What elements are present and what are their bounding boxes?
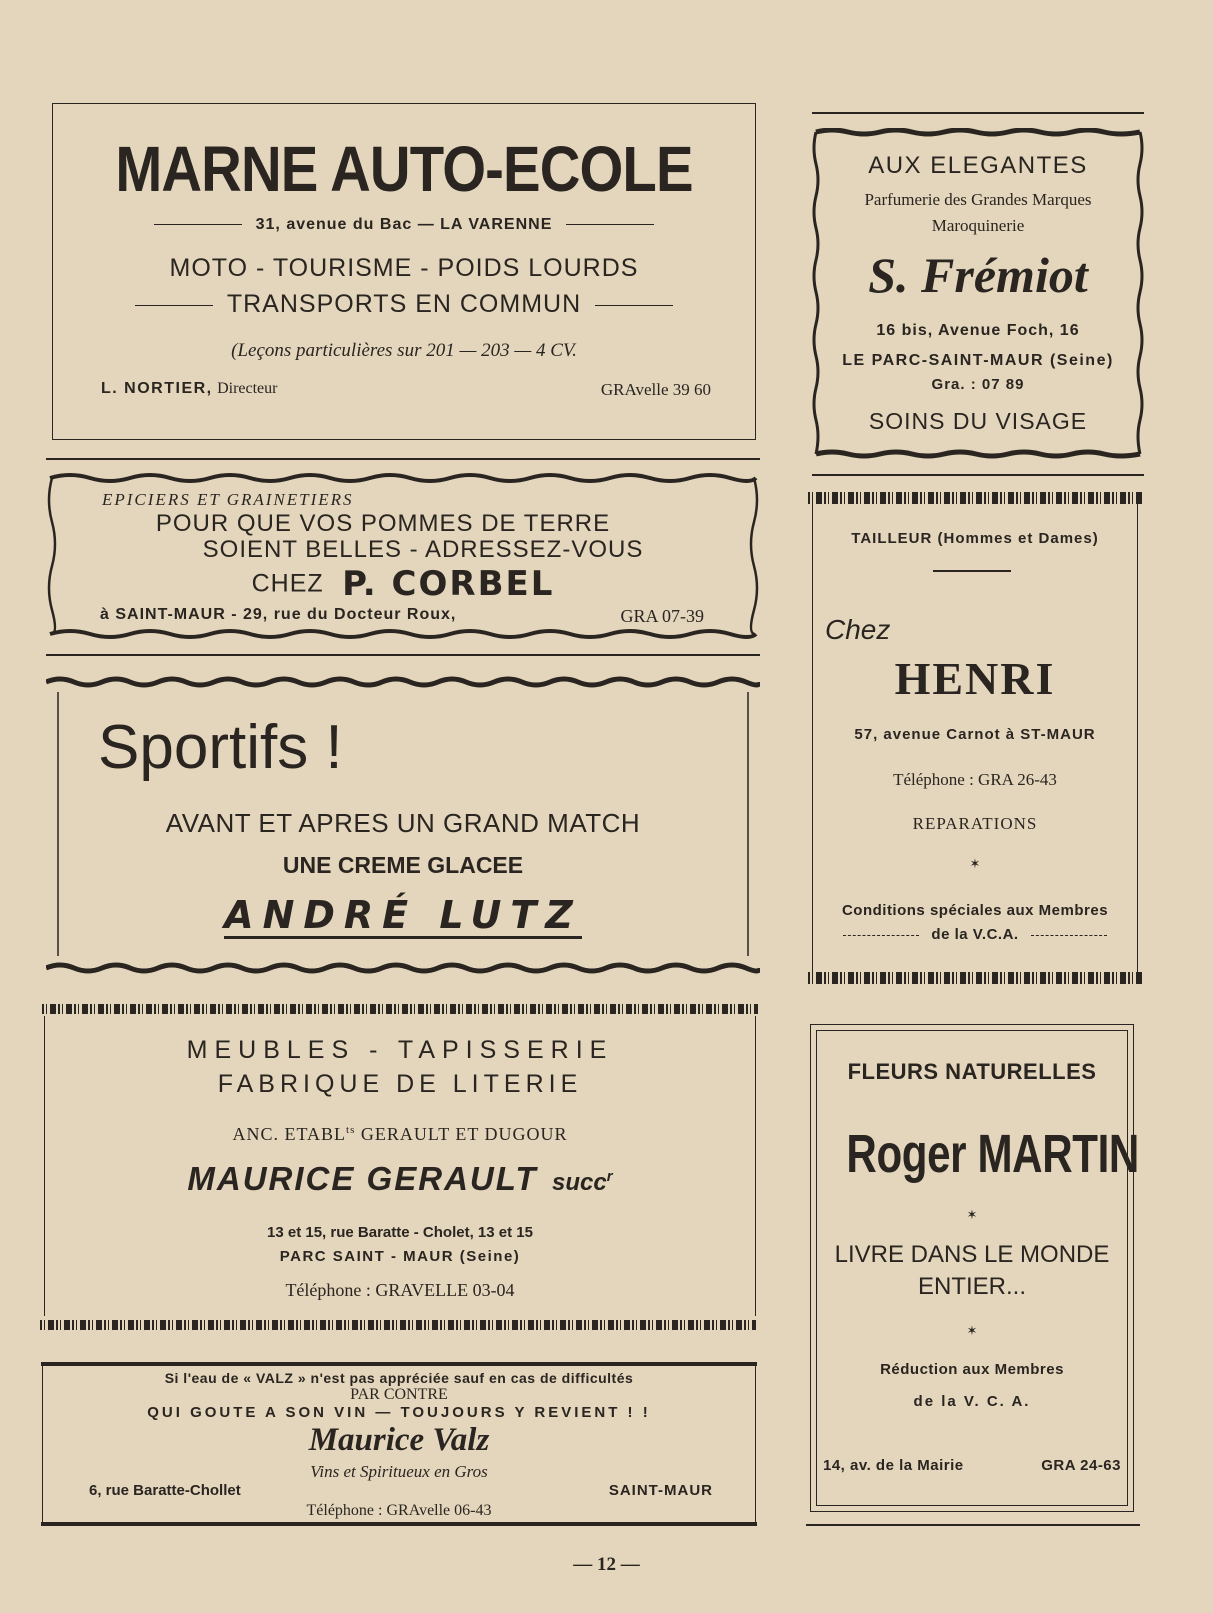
elegantes-line2: Maroquinerie bbox=[931, 216, 1025, 235]
divider bbox=[41, 1362, 757, 1366]
meubles-anc-suffix: GERAULT ET DUGOUR bbox=[355, 1124, 568, 1144]
divider bbox=[933, 570, 1011, 572]
elegantes-name: S. Frémiot bbox=[868, 247, 1088, 303]
meubles-name-row bbox=[45, 1160, 755, 1198]
valz-address: 6, rue Baratte-Chollet bbox=[89, 1482, 241, 1499]
valz-name: Maurice Valz bbox=[308, 1422, 490, 1458]
elegantes-address2: LE PARC-SAINT-MAUR (Seine) bbox=[842, 352, 1114, 369]
martin-star-1: ✶ bbox=[966, 1207, 978, 1222]
henri-conditions-2: de la V.C.A. bbox=[931, 926, 1019, 943]
divider bbox=[41, 1522, 757, 1526]
meubles-line2: FABRIQUE DE LITERIE bbox=[217, 1070, 583, 1098]
divider bbox=[46, 654, 760, 656]
marne-address-row bbox=[53, 216, 755, 234]
henri-header: TAILLEUR (Hommes et Dames) bbox=[851, 530, 1099, 547]
henri-phone: Téléphone : GRA 26-43 bbox=[893, 770, 1057, 789]
page-number: — 12 — bbox=[573, 1554, 640, 1575]
martin-header: FLEURS NATURELLES bbox=[847, 1059, 1097, 1084]
valz-line2: PAR CONTRE bbox=[350, 1386, 448, 1403]
divider-right bbox=[595, 305, 673, 306]
marne-auto-ecole-ad bbox=[52, 103, 756, 440]
marne-director-name: L. NORTIER, bbox=[101, 380, 213, 397]
divider-left bbox=[154, 224, 242, 225]
martin-line1: LIVRE DANS LE MONDE bbox=[834, 1241, 1110, 1268]
marne-address: 31, avenue du Bac — LA VARENNE bbox=[255, 216, 553, 233]
corbel-line2: SOIENT BELLES - ADRESSEZ-VOUS bbox=[202, 536, 644, 563]
martin-phone: GRA 24-63 bbox=[1041, 1457, 1121, 1474]
meubles-succ bbox=[552, 1169, 613, 1196]
henri-conditions-1: Conditions spéciales aux Membres bbox=[841, 902, 1109, 919]
meubles-succ-sup: r bbox=[606, 1168, 613, 1185]
marne-lessons: (Leçons particulières sur 201 — 203 — 4 CV. bbox=[231, 340, 577, 361]
meubles-succ-text: succ bbox=[552, 1169, 607, 1196]
marne-director-role: Directeur bbox=[217, 380, 278, 397]
henri-name: HENRI bbox=[894, 653, 1056, 704]
meubles-anc bbox=[45, 1124, 755, 1145]
henri-ad bbox=[812, 504, 1138, 972]
marne-director bbox=[101, 380, 277, 398]
meubles-anc-prefix: ANC. ETABL bbox=[232, 1124, 347, 1144]
valz-sub: Vins et Spiritueux en Gros bbox=[310, 1462, 488, 1481]
sportifs-line1: AVANT ET APRES UN GRAND MATCH bbox=[165, 808, 641, 838]
corbel-line1: POUR QUE VOS POMMES DE TERRE bbox=[155, 510, 611, 537]
divider bbox=[812, 112, 1144, 114]
meubles-ad bbox=[44, 1016, 756, 1316]
corbel-header: EPICIERS ET GRAINETIERS bbox=[102, 490, 354, 509]
striped-border-bottom bbox=[808, 972, 1144, 984]
marne-services-1: MOTO - TOURISME - POIDS LOURDS bbox=[169, 254, 639, 282]
martin-reduction-2: de la V. C. A. bbox=[913, 1393, 1031, 1410]
elegantes-footer: SOINS DU VISAGE bbox=[868, 408, 1088, 434]
corbel-ad bbox=[46, 470, 760, 642]
corbel-phone: GRA 07-39 bbox=[620, 606, 704, 626]
striped-border-top bbox=[42, 1004, 758, 1014]
sportifs-ad bbox=[46, 674, 760, 976]
corbel-chez-row bbox=[46, 564, 760, 604]
sportifs-name: ANDRÉ LUTZ bbox=[224, 893, 582, 937]
martin-ad bbox=[810, 1024, 1139, 1512]
divider-left bbox=[135, 305, 213, 306]
marne-services-2-row bbox=[53, 290, 755, 319]
sportifs-name-row bbox=[46, 893, 760, 939]
valz-ad bbox=[42, 1362, 756, 1526]
martin-reduction-1: Réduction aux Membres bbox=[880, 1361, 1064, 1378]
valz-line3: QUI GOUTE A SON VIN — TOUJOURS Y REVIENT ! ! bbox=[147, 1404, 651, 1421]
martin-name: Roger MARTIN bbox=[846, 1124, 1139, 1184]
elegantes-address1: 16 bis, Avenue Foch, 16 bbox=[876, 322, 1080, 339]
corbel-name: P. CORBEL bbox=[342, 564, 555, 604]
meubles-name: MAURICE GERAULT bbox=[187, 1160, 538, 1197]
divider bbox=[806, 1524, 1140, 1526]
corbel-chez: CHEZ bbox=[251, 569, 324, 598]
divider-left bbox=[843, 935, 919, 936]
elegantes-title: AUX ELEGANTES bbox=[868, 152, 1088, 179]
henri-star: ✶ bbox=[969, 856, 981, 871]
henri-chez: Chez bbox=[825, 614, 891, 645]
marne-phone: GRAvelle 39 60 bbox=[600, 380, 711, 399]
divider bbox=[46, 458, 760, 460]
valz-line1: Si l'eau de « VALZ » n'est pas appréciée sauf en cas de difficultés bbox=[164, 1370, 634, 1386]
meubles-phone: Téléphone : GRAVELLE 03-04 bbox=[285, 1280, 515, 1300]
martin-address: 14, av. de la Mairie bbox=[823, 1457, 964, 1474]
corbel-address: à SAINT-MAUR - 29, rue du Docteur Roux, bbox=[100, 606, 457, 623]
elegantes-phone: Gra. : 07 89 bbox=[931, 376, 1025, 393]
meubles-address1: 13 et 15, rue Baratte - Cholet, 13 et 15 bbox=[267, 1224, 533, 1241]
valz-phone: Téléphone : GRAvelle 06-43 bbox=[306, 1502, 492, 1519]
striped-border-top bbox=[808, 492, 1144, 504]
henri-conditions-2-row bbox=[813, 926, 1137, 943]
divider-right bbox=[566, 224, 654, 225]
divider-right bbox=[1031, 935, 1107, 936]
meubles-anc-sup: ts bbox=[346, 1124, 356, 1136]
marne-services-2: TRANSPORTS EN COMMUN bbox=[226, 290, 582, 318]
divider bbox=[812, 474, 1144, 476]
valz-city: SAINT-MAUR bbox=[608, 1482, 713, 1499]
martin-line2: ENTIER... bbox=[917, 1273, 1026, 1300]
meubles-address2: PARC SAINT - MAUR (Seine) bbox=[279, 1248, 521, 1265]
martin-star-2: ✶ bbox=[966, 1323, 978, 1338]
striped-border-bottom bbox=[40, 1320, 756, 1330]
henri-services: REPARATIONS bbox=[912, 814, 1038, 833]
elegantes-line1: Parfumerie des Grandes Marques bbox=[864, 190, 1092, 209]
marne-title: MARNE AUTO-ECOLE bbox=[115, 133, 693, 205]
henri-address: 57, avenue Carnot à ST-MAUR bbox=[854, 726, 1096, 743]
sportifs-title: Sportifs ! bbox=[98, 713, 343, 782]
meubles-line1: MEUBLES - TAPISSERIE bbox=[186, 1036, 614, 1064]
aux-elegantes-ad bbox=[812, 128, 1144, 460]
sportifs-line2: UNE CREME GLACEE bbox=[282, 852, 524, 878]
